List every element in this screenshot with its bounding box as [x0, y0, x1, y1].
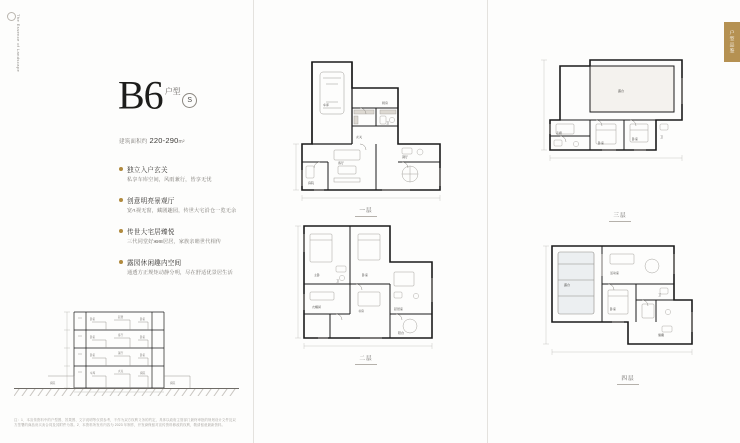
svg-text:厨房: 厨房 — [382, 101, 389, 105]
list-item — [119, 195, 249, 215]
svg-text:车库: 车库 — [90, 372, 96, 375]
floor-plan-2 — [290, 222, 450, 362]
feature-title: 独立入户玄关 — [127, 167, 168, 174]
side-brand-text: The Essence of Landscape — [16, 14, 21, 73]
svg-text:庭院: 庭院 — [170, 382, 176, 385]
svg-text:卫: 卫 — [658, 293, 662, 297]
svg-text:卧室: 卧室 — [610, 307, 617, 311]
svg-text:卧室: 卧室 — [140, 354, 146, 357]
page-title — [118, 72, 197, 118]
svg-text:卫: 卫 — [336, 279, 340, 283]
bullet-dot-icon — [119, 260, 123, 264]
svg-text:庭院: 庭院 — [50, 382, 56, 385]
svg-text:客厅: 客厅 — [118, 334, 124, 337]
svg-text:客厅: 客厅 — [338, 161, 345, 165]
bullet-dot-icon — [119, 229, 123, 233]
svg-text:卧室: 卧室 — [140, 336, 146, 339]
svg-text:阳台: 阳台 — [398, 331, 405, 335]
svg-text:起居室: 起居室 — [394, 307, 404, 311]
area-unit: m² — [178, 139, 185, 145]
feature-sub: 三代同堂好жив居居，家族亲睦世代相传 — [127, 239, 222, 245]
svg-text:玄关: 玄关 — [356, 135, 363, 139]
svg-text:书房: 书房 — [358, 309, 365, 313]
feature-head-row — [119, 226, 249, 236]
building-section-drawing — [14, 306, 239, 392]
feature-head-row — [119, 164, 249, 174]
svg-text:餐厅: 餐厅 — [402, 155, 409, 159]
plan-caption-2: 二层 — [336, 354, 396, 365]
svg-text:卧室: 卧室 — [598, 141, 605, 145]
feature-sub: 通透方正规矩动静分明，尽在舒适优景居生活 — [127, 270, 233, 276]
svg-text:起居: 起居 — [118, 316, 124, 319]
plan-caption-4: 四层 — [598, 374, 658, 385]
area-value: 220-290 — [149, 136, 179, 145]
feature-head-row — [119, 257, 249, 267]
feature-sub: 宽ત视无窗，藏剧趣园，传世大宅沿仓一览无余 — [127, 208, 237, 214]
list-item — [119, 257, 249, 277]
svg-text:玄关: 玄关 — [118, 370, 124, 373]
plan-caption-1: 一层 — [336, 206, 396, 217]
section-tab: 户型品鉴 — [724, 22, 740, 62]
unit-code-sup: 户型 — [164, 87, 181, 96]
area-line — [119, 136, 185, 145]
svg-text:车库: 车库 — [323, 103, 330, 107]
area-label: 建筑面积约 — [119, 139, 148, 145]
legal-disclaimer: 注：1．本宣传资料中的户型图、效果图、文字说明等仅供参考，不作为双方权利义务的约定，具体以政府主管部门最终审批的规划设计文件及双方签署的商品房买卖合同及其附件为准。2．本资料所发布内容为 2023 年制作，开发商保留对宣传资料修改的权利，敬请留意最新资料。 — [14, 418, 236, 428]
svg-text:活动室: 活动室 — [610, 271, 620, 275]
svg-text:储藏: 储藏 — [658, 333, 665, 337]
svg-text:卧室: 卧室 — [90, 318, 96, 321]
feature-title: 传世大宅居臻悦 — [127, 229, 175, 236]
right-plan-column — [488, 0, 740, 443]
svg-text:卧室: 卧室 — [140, 318, 146, 321]
svg-text:卫: 卫 — [660, 135, 664, 139]
list-item — [119, 164, 249, 184]
svg-text:庭院: 庭院 — [308, 181, 315, 185]
feature-sub: 私享车库空间，风雨兼行，皆享无忧 — [127, 177, 212, 183]
feature-title: 创意明亮景观厅 — [127, 198, 175, 205]
svg-text:卧室: 卧室 — [632, 137, 639, 141]
feature-list — [119, 164, 249, 288]
svg-text:卧室: 卧室 — [362, 273, 369, 277]
svg-text:露台: 露台 — [618, 89, 625, 93]
floor-plan-1 — [290, 58, 450, 214]
left-info-column — [0, 0, 253, 443]
svg-text:餐厅: 餐厅 — [118, 352, 124, 355]
bullet-dot-icon — [119, 198, 123, 202]
svg-text:主卧: 主卧 — [314, 273, 321, 277]
svg-text:卧室: 卧室 — [90, 336, 96, 339]
svg-text:庭院: 庭院 — [140, 372, 146, 375]
floor-plan-3 — [532, 58, 702, 219]
feature-title: 露园休闲趣内空间 — [127, 260, 182, 267]
unit-code: B6 — [118, 72, 163, 118]
bullet-dot-icon — [119, 167, 123, 171]
middle-plan-column — [254, 0, 487, 443]
floor-plan-4 — [532, 240, 702, 382]
list-item — [119, 226, 249, 246]
ground-hatch — [14, 389, 239, 396]
svg-text:露台: 露台 — [564, 283, 571, 287]
svg-text:走廊: 走廊 — [556, 131, 563, 135]
unit-badge: S — [182, 93, 197, 108]
plan-caption-3: 三层 — [590, 211, 650, 222]
svg-text:衣帽间: 衣帽间 — [312, 305, 322, 309]
svg-text:卧室: 卧室 — [90, 354, 96, 357]
feature-head-row — [119, 195, 249, 205]
svg-text:卫: 卫 — [386, 121, 390, 125]
